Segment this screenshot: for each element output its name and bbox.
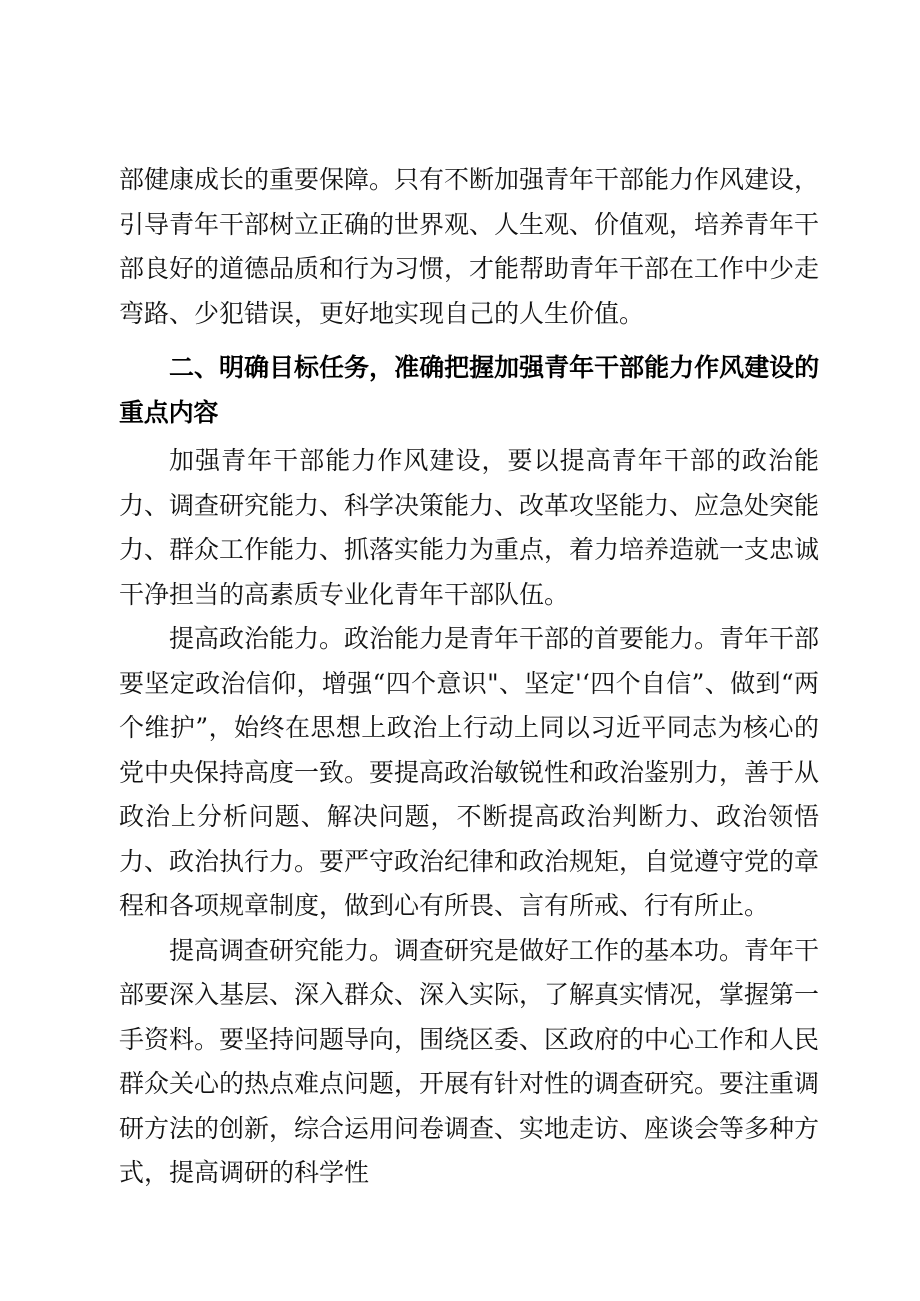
paragraph-research-ability: 提高调查研究能力。调查研究是做好工作的基本功。青年干部要深入基层、深入群众、深入实际，了解真实情况，掌握第一手资料。要坚持问题导向，围绕区委、区政府的中心工作和人民群众关心的热点难点问题，开展有针对性的调查研究。要注重调研方法的创新，综合运用问卷调查、实地走访、座谈会等多种方式，提高调研的科学性: [119, 935, 820, 1187]
document-body: [119, 158, 819, 1196]
section-heading: 二、明确目标任务，准确把握加强青年干部能力作风建设的重点内容: [119, 353, 819, 427]
paragraph-political-ability: 提高政治能力。政治能力是青年干部的首要能力。青年干部要坚定政治信仰，增强“四个意识"、坚定'‘四个自信”、做到“两个维护”，始终在思想上政治上行动上同以习近平同志为核心的党中央保持高度一致。要提高政治敏锐性和政治鉴别力，善于从政治上分析问题、解决问题，不断提高政治判断力、政治领悟力、政治执行力。要严守政治纪律和政治规矩，自觉遵守党的章程和各项规章制度，做到心有所畏、言有所戒、行有所止。: [119, 624, 820, 920]
paragraph-intro: 加强青年干部能力作风建设，要以提高青年干部的政治能力、调查研究能力、科学决策能力、改革攻坚能力、应急处突能力、群众工作能力、抓落实能力为重点，着力培养造就一支忠诚干净担当的高素质专业化青年干部队伍。: [119, 446, 820, 609]
paragraph-continuation: 部健康成长的重要保障。只有不断加强青年干部能力作风建设，引导青年干部树立正确的世界观、人生观、价值观，培养青年干部良好的道德品质和行为习惯，才能帮助青年干部在工作中少走弯路、少犯错误，更好地实现自己的人生价值。: [119, 165, 820, 328]
